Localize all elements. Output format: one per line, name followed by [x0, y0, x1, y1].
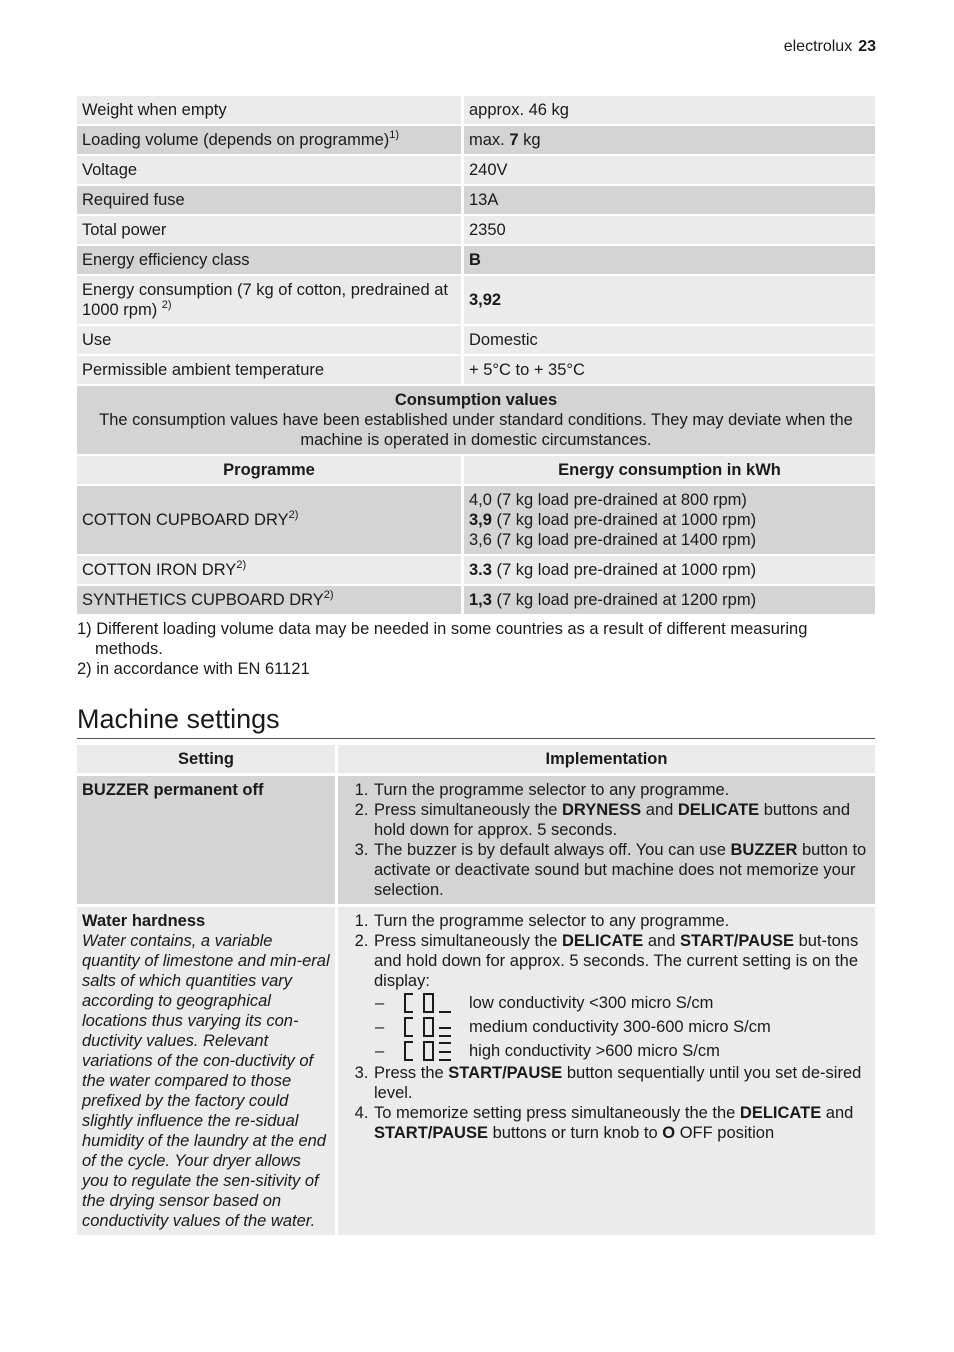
section-title: Machine settings — [77, 702, 875, 739]
spec-value: max. 7 kg — [464, 126, 875, 156]
conductivity-level: – low conductivity <300 micro S/cm — [375, 994, 714, 1012]
setting-name: BUZZER permanent off — [77, 776, 338, 907]
setting-row-buzzer — [77, 776, 875, 907]
consumption-title: Consumption values — [394, 391, 558, 409]
setting-implementation — [338, 776, 875, 907]
step: 3. The buzzer is by default always off. You can use BUZZER button to activate or deactivate sound but machine does not memorize your selection. — [373, 840, 870, 900]
step: 1. Turn the programme selector to any programme. — [373, 780, 870, 800]
conductivity-level: – high conductivity >600 micro S/cm — [375, 1042, 720, 1060]
spec-value: 2350 — [464, 216, 875, 246]
programme-name: COTTON CUPBOARD DRY$^{2)}$ — [77, 486, 464, 556]
display-c0-high-icon — [403, 1040, 455, 1062]
page-header — [784, 37, 876, 57]
spec-value: approx. 46 kg — [464, 96, 875, 126]
table-row — [77, 356, 875, 386]
setting-name: Water hardness Water contains, a variable quantity of limestone and min-eral salts of which quantities vary according to geographical locations thus varying its con-ductivity values. Relevant variations of the con-ductivity of the water compared to those prefixed by the factory could slightly influence the re-sidual humidity of the laundry at the end of the cycle. Your dryer allows you to regulate the sen-sitivity of the drying sensor based on conductivity values of the water. — [77, 907, 338, 1238]
spec-value: B — [464, 246, 875, 276]
footnote-1-cont: methods. — [95, 640, 163, 658]
spec-label: Weight when empty — [77, 96, 464, 126]
display-c0-medium-icon — [403, 1016, 455, 1038]
programme-name: COTTON IRON DRY$^{2)}$ — [77, 556, 464, 586]
consumption-text: The consumption values have been established under standard conditions. They may deviate when the machine is operated in domestic circumstances. — [99, 411, 853, 449]
programme-energy: 3.3 (7 kg load pre-drained at 1000 rpm) — [464, 556, 875, 586]
consumption-values-cell — [77, 386, 875, 456]
table-row — [77, 186, 875, 216]
column-header-programme: Programme — [77, 456, 464, 486]
spec-value: + 5°C to + 35°C — [464, 356, 875, 386]
table-row — [77, 156, 875, 186]
table-row — [77, 586, 875, 616]
column-header-energy: Energy consumption in kWh — [464, 456, 875, 486]
brand-name: electrolux — [783, 38, 853, 55]
table-row — [77, 246, 875, 276]
spec-label: Voltage — [77, 156, 464, 186]
spec-label: Permissible ambient temperature — [77, 356, 464, 386]
spec-value: Domestic — [464, 326, 875, 356]
settings-header-row — [77, 745, 875, 776]
footnote-1: 1) Different loading volume data may be needed in some countries as a result of different measuring — [77, 620, 808, 638]
spec-value: 13A — [464, 186, 875, 216]
table-row — [77, 556, 875, 586]
water-hardness-description: Water contains, a variable quantity of limestone and min-eral salts of which quantities vary according to geographical locations thus varying its con-ductivity values. Relevant variations of the con-ductivity of the water compared to those prefixed by the factory could slightly influence the re-sidual humidity of the laundry at the end of the cycle. Your dryer allows you to regulate the sen-sitivity of the drying sensor based on conductivity values of the water. — [82, 932, 330, 1230]
spec-value: 240V — [464, 156, 875, 186]
step: 2. Press simultaneously the DRYNESS and DELICATE buttons and hold down for approx. 5 seconds. — [373, 800, 870, 840]
step: 1. Turn the programme selector to any programme. — [373, 911, 870, 931]
consumption-header-row — [77, 386, 875, 456]
column-header-implementation: Implementation — [338, 745, 875, 776]
spec-label: Total power — [77, 216, 464, 246]
table-row — [77, 486, 875, 556]
display-c0-low-icon — [403, 992, 455, 1014]
machine-settings-table — [77, 745, 875, 1238]
footnote-2: 2) in accordance with EN 61121 — [77, 660, 310, 678]
step: 4. To memorize setting press simultaneously the the DELICATE and START/PAUSE buttons or turn knob to O OFF position — [373, 1103, 870, 1143]
technical-data-table — [77, 96, 875, 616]
footnotes — [77, 619, 877, 679]
spec-label: Energy efficiency class — [77, 246, 464, 276]
conductivity-level: – medium conductivity 300-600 micro S/cm — [375, 1018, 771, 1036]
programme-energy: 4,0 (7 kg load pre-drained at 800 rpm) 3,9 (7 kg load pre-drained at 1000 rpm) 3,6 (7 kg load pre-drained at 1400 rpm) — [464, 486, 875, 556]
spec-label: Loading volume (depends on programme)$^{1)}$ — [77, 126, 464, 156]
step: 3. Press the START/PAUSE button sequentially until you set de-sired level. — [373, 1063, 870, 1103]
spec-value: 3,92 — [464, 276, 875, 326]
table-row — [77, 96, 875, 126]
programme-name: SYNTHETICS CUPBOARD DRY$^{2)}$ — [77, 586, 464, 616]
setting-row-water-hardness — [77, 907, 875, 1238]
spec-label: Required fuse — [77, 186, 464, 216]
programme-energy: 1,3 (7 kg load pre-drained at 1200 rpm) — [464, 586, 875, 616]
programme-column-header-row — [77, 456, 875, 486]
table-row — [77, 126, 875, 156]
spec-label: Energy consumption (7 kg of cotton, predrained at 1000 rpm) $^{2)}$ — [77, 276, 464, 326]
step: 2. Press simultaneously the DELICATE and START/PAUSE but-tons and hold down for approx. 5 seconds. The current setting is on the display: – low conductivity <300 micro S/cm – medium conductivity 300-600 micro S/cm – high conductivity >600 micro S/cm — [373, 931, 870, 1063]
conductivity-levels — [374, 991, 870, 1063]
column-header-setting: Setting — [77, 745, 338, 776]
table-row — [77, 326, 875, 356]
spec-label: Use — [77, 326, 464, 356]
table-row — [77, 276, 875, 326]
table-row — [77, 216, 875, 246]
setting-implementation — [338, 907, 875, 1238]
page-number: 23 — [858, 38, 876, 55]
